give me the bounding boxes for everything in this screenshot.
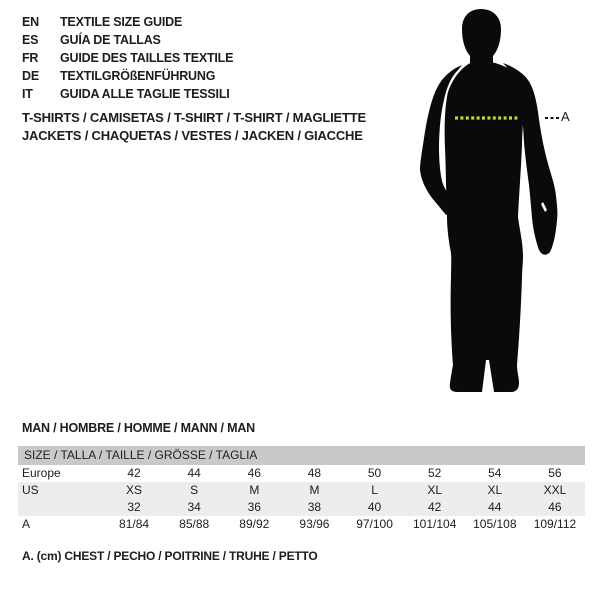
section-heading-man: MAN / HOMBRE / HOMME / MANN / MAN [22, 421, 255, 435]
language-code: IT [22, 87, 33, 101]
size-cell: 36 [247, 500, 261, 514]
language-list [22, 13, 233, 103]
size-cell: 44 [187, 466, 201, 480]
language-code: EN [22, 15, 39, 29]
size-cell: 44 [488, 500, 502, 514]
language-label: GUIDE DES TAILLES TEXTILE [60, 51, 234, 65]
size-cell: 48 [307, 466, 322, 480]
language-label: GUIDA ALLE TAGLIE TESSILI [60, 87, 230, 101]
size-cell: XL [427, 483, 443, 497]
size-cell: XL [487, 483, 503, 497]
size-cell: 81/84 [119, 517, 150, 531]
language-row [22, 49, 233, 67]
language-code: FR [22, 51, 39, 65]
size-cell: 46 [247, 466, 261, 480]
size-cell: M [249, 483, 260, 497]
size-cell: 105/108 [473, 517, 517, 531]
language-label: TEXTILGRÖßENFÜHRUNG [60, 69, 216, 83]
man-silhouette [400, 0, 600, 400]
size-cell: 32 [127, 500, 141, 514]
footnote-chest: A. (cm) CHEST / PECHO / POITRINE / TRUHE / PETTO [22, 549, 318, 563]
size-cell: 54 [488, 466, 502, 480]
size-cell: 42 [428, 500, 442, 514]
category-list [22, 109, 366, 145]
size-cell: 50 [367, 466, 382, 480]
size-cell: S [190, 483, 199, 497]
row-label [18, 499, 104, 516]
size-cell: 46 [548, 500, 562, 514]
size-cell: 52 [428, 466, 442, 480]
category-line-jackets: JACKETS / CHAQUETAS / VESTES / JACKEN / GIACCHE [22, 128, 363, 143]
size-cell: XXL [543, 483, 567, 497]
man-silhouette-figure [400, 0, 600, 400]
size-table [18, 446, 585, 533]
language-row [22, 31, 233, 49]
size-table-header: SIZE / TALLA / TAILLE / GRÖSSE / TAGLIA [18, 446, 585, 465]
language-row [22, 67, 233, 85]
size-cell: XS [126, 483, 143, 497]
language-code: DE [22, 69, 39, 83]
measure-label-a: A [561, 109, 570, 124]
language-label: TEXTILE SIZE GUIDE [60, 15, 183, 29]
size-cell: 89/92 [239, 517, 270, 531]
table-row-numeric [18, 499, 585, 516]
size-cell: 42 [127, 466, 141, 480]
category-line-tshirts: T-SHIRTS / CAMISETAS / T-SHIRT / T-SHIRT / MAGLIETTE [22, 110, 366, 125]
size-cell: M [309, 483, 320, 497]
size-cell: 85/88 [179, 517, 210, 531]
size-cell: 34 [187, 500, 201, 514]
size-cell: 97/100 [356, 517, 393, 531]
row-label: A [22, 517, 31, 531]
language-row [22, 13, 233, 31]
size-cell: 101/104 [412, 517, 457, 531]
table-row-us [18, 482, 585, 499]
size-cell: 40 [367, 500, 382, 514]
language-code: ES [22, 33, 39, 47]
size-cell: 109/112 [533, 517, 577, 531]
size-cell: L [371, 483, 378, 497]
table-row-europe [18, 465, 585, 482]
silhouette-head [462, 9, 501, 66]
table-row-chest-a [18, 516, 585, 533]
size-cell: 38 [307, 500, 322, 514]
size-cell: 56 [548, 466, 562, 480]
language-row [22, 85, 233, 103]
row-label: US [22, 483, 39, 497]
size-cell: 93/96 [299, 517, 330, 531]
language-label: GUÍA DE TALLAS [60, 33, 161, 47]
silhouette-body [445, 62, 525, 392]
row-label: Europe [22, 466, 61, 480]
